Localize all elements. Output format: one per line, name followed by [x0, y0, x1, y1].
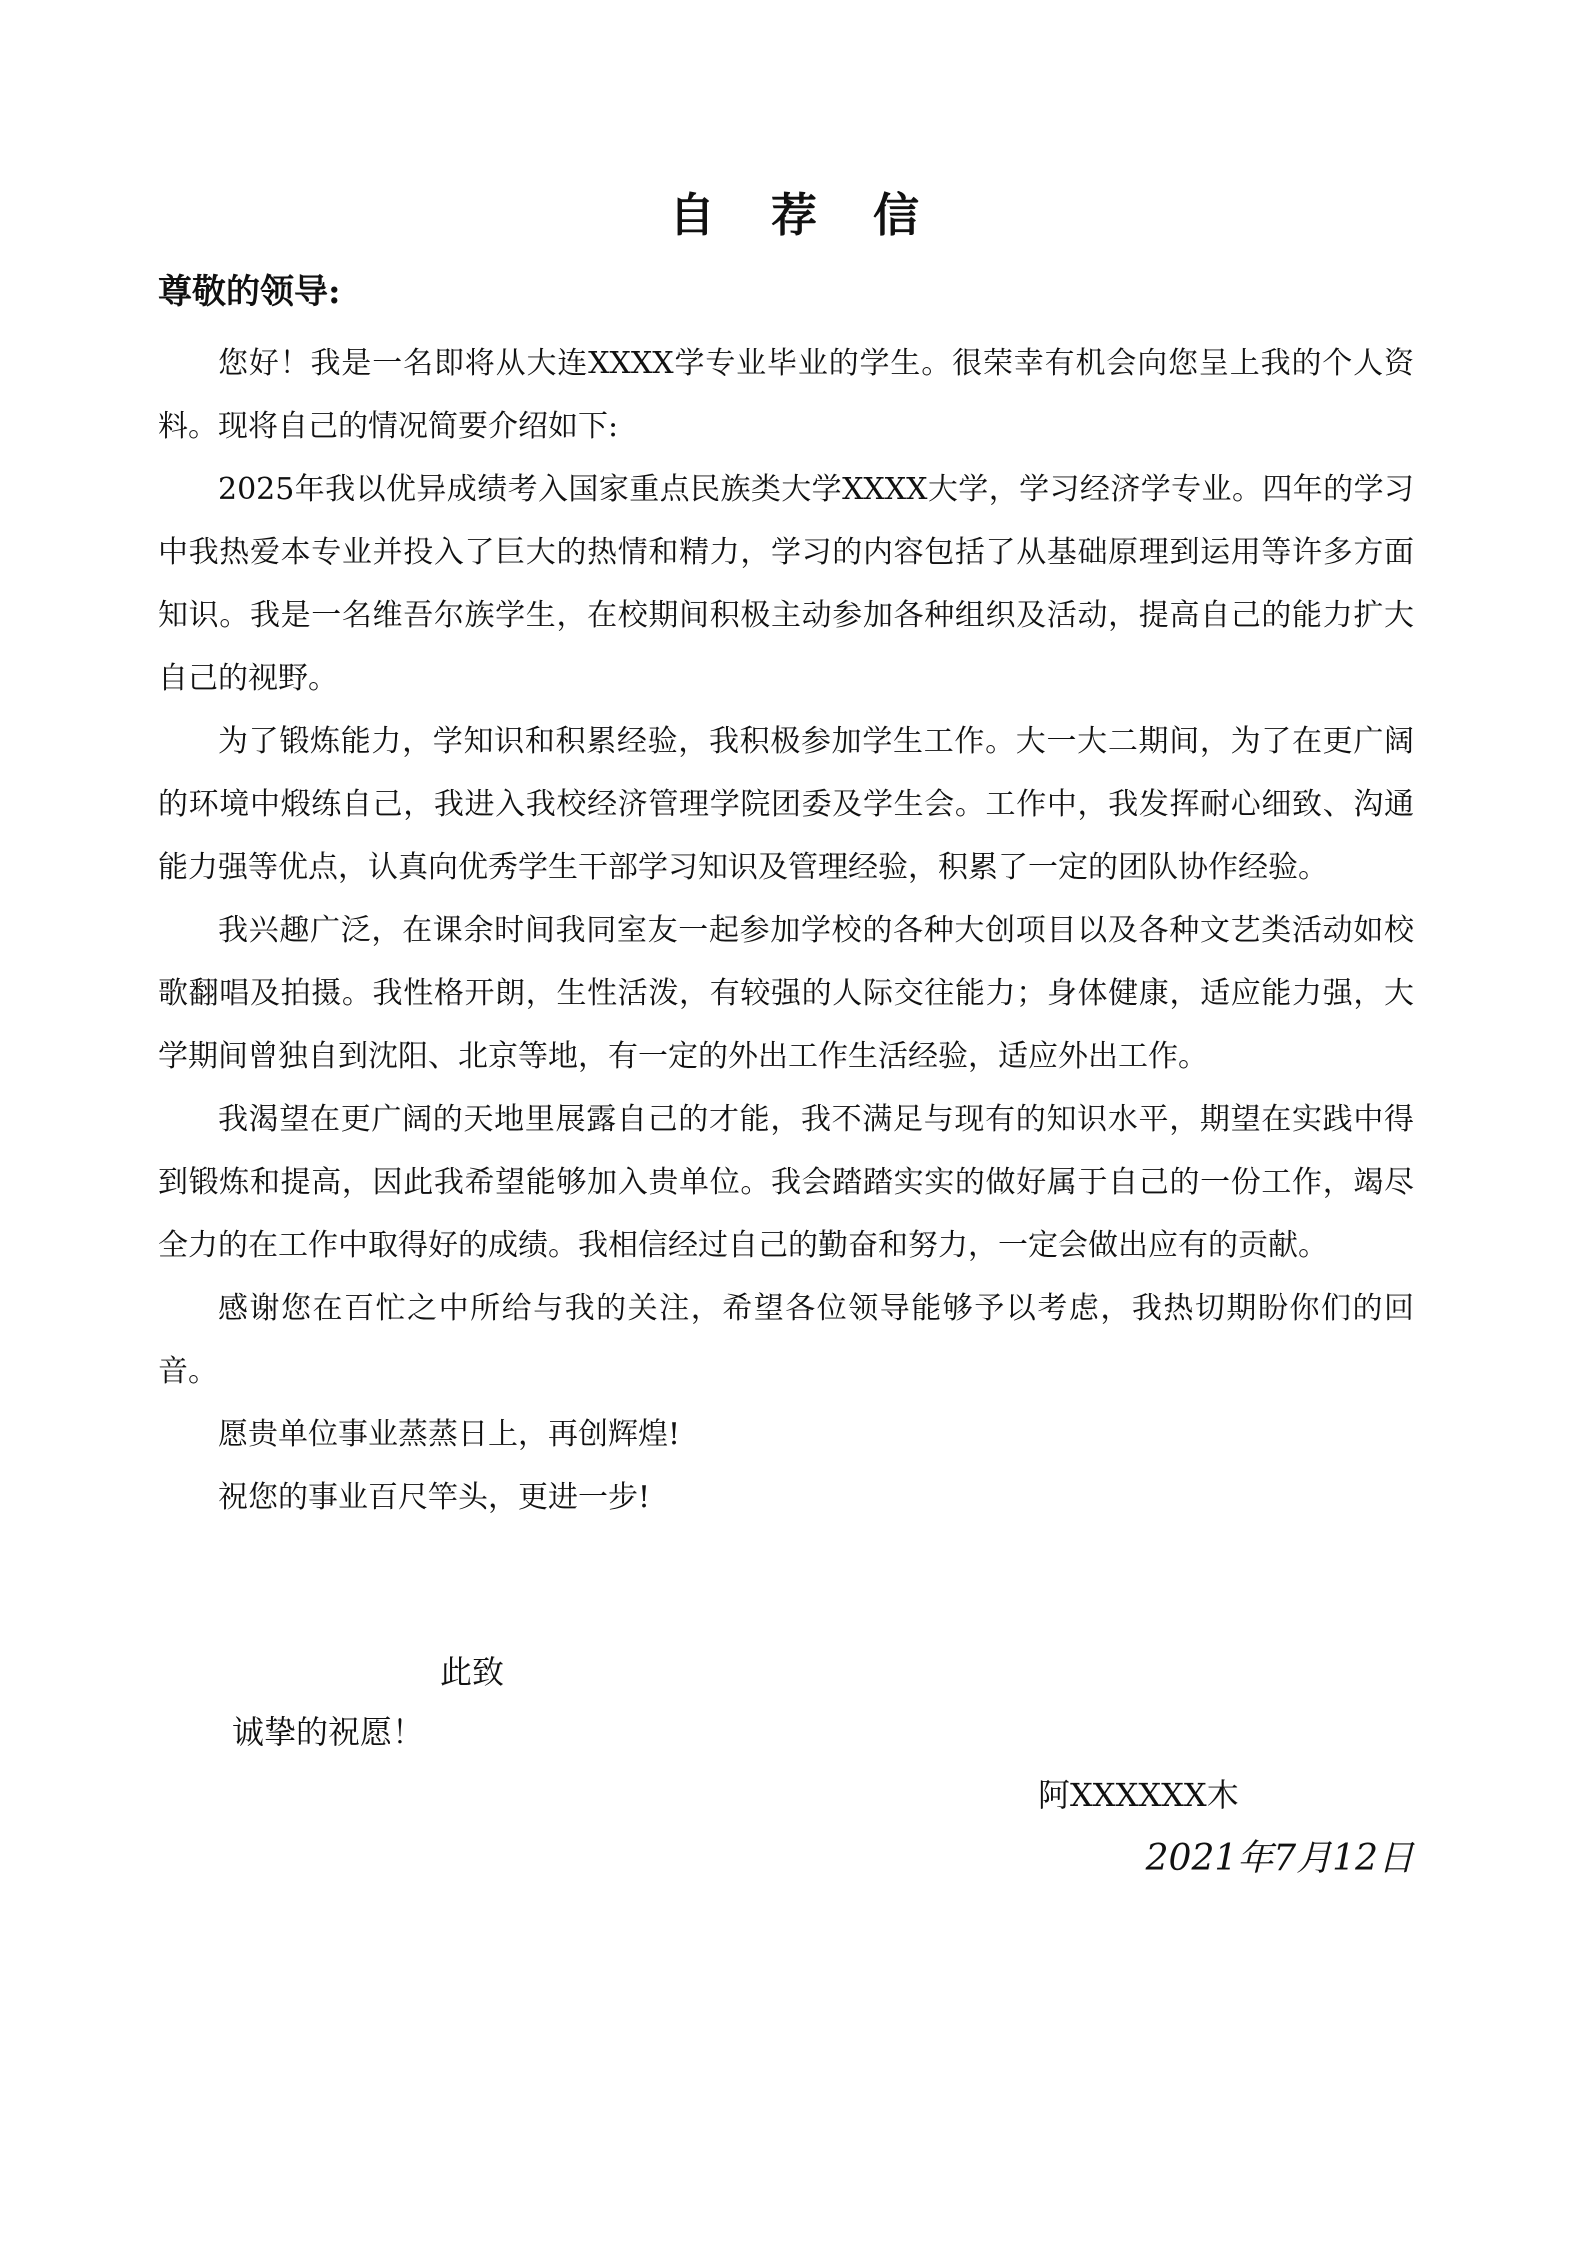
paragraph-greeting: 您好！我是一名即将从大连XXXX学专业毕业的学生。很荣幸有机会向您呈上我的个人资料。现将自己的情况简要介绍如下: [158, 346, 1414, 444]
paragraph-aspiration: 我渴望在更广阔的天地里展露自己的才能，我不满足与现有的知识水平，期望在实践中得到锻炼和提高，因此我希望能够加入贵单位。我会踏踏实实的做好属于自己的一份工作，竭尽全力的在工作中取得好的成绩。我相信经过自己的勤奋和努力，一定会做出应有的贡献。 [158, 1102, 1414, 1263]
wish-line-2: 祝您的事业百尺竿头，更进一步! [218, 1480, 651, 1515]
paragraph-interests: 我兴趣广泛，在课余时间我同室友一起参加学校的各种大创项目以及各种文艺类活动如校歌翻唱及拍摄。我性格开朗，生性活泼，有较强的人际交往能力；身体健康，适应能力强，大学期间曾独自到沈阳、北京等地，有一定的外出工作生活经验，适应外出工作。 [158, 913, 1414, 1074]
salutation: 尊敬的领导: [158, 272, 341, 312]
letter-date: 2021年7月12日 [1145, 1838, 1414, 1879]
letter-body [158, 332, 1414, 1529]
paragraph-education: 2025年我以优异成绩考入国家重点民族类大学XXXX大学，学习经济学专业。四年的学习中我热爱本专业并投入了巨大的热情和精力，学习的内容包括了从基础原理到运用等许多方面知识。我是一名维吾尔族学生，在校期间积极主动参加各种组织及活动，提高自己的能力扩大自己的视野。 [158, 472, 1414, 696]
closing-regards: 诚挚的祝愿！ [232, 1713, 425, 1751]
closing-ci-zhi: 此致 [440, 1653, 505, 1691]
signature: 阿XXXXXX木 [1038, 1776, 1239, 1814]
wish-line-1: 愿贵单位事业蒸蒸日上，再创辉煌! [218, 1417, 681, 1452]
paragraph-student-work: 为了锻炼能力，学知识和积累经验，我积极参加学生工作。大一大二期间，为了在更广阔的环境中煅练自己，我进入我校经济管理学院团委及学生会。工作中，我发挥耐心细致、沟通能力强等优点，认真向优秀学生干部学习知识及管理经验，积累了一定的团队协作经验。 [158, 724, 1414, 885]
paragraph-thanks: 感谢您在百忙之中所给与我的关注，希望各位领导能够予以考虑，我热切期盼你们的回音。 [158, 1291, 1414, 1389]
letter-title: 自荐信 [669, 188, 975, 242]
